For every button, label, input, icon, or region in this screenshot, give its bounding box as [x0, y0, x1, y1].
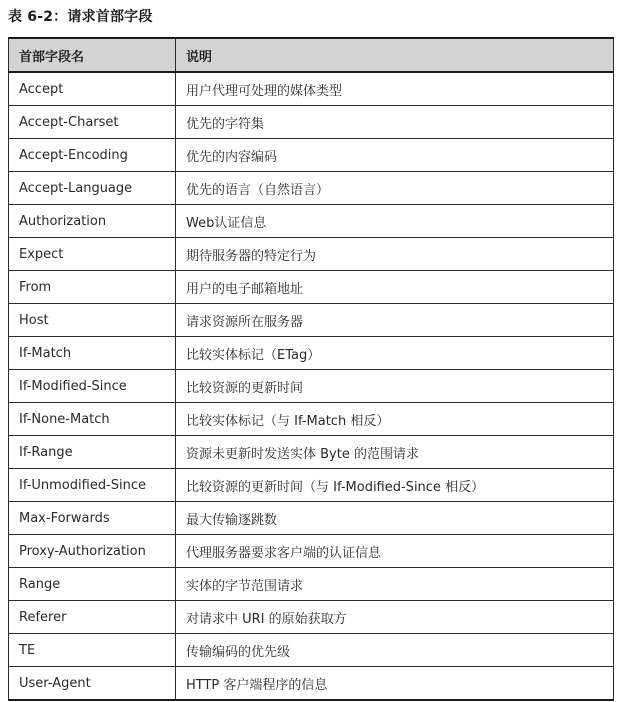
table-row	[9, 271, 614, 304]
field-name-cell: If-None-Match	[9, 403, 176, 436]
field-name-cell: Proxy-Authorization	[9, 535, 176, 568]
table-row	[9, 238, 614, 271]
table-row	[9, 106, 614, 139]
table-row	[9, 72, 614, 106]
table-row	[9, 139, 614, 172]
table-row	[9, 667, 614, 701]
field-name-cell: If-Match	[9, 337, 176, 370]
field-name-cell: Accept-Language	[9, 172, 176, 205]
table-row	[9, 469, 614, 502]
description-cell: 实体的字节范围请求	[176, 568, 614, 601]
description-cell: 优先的字符集	[176, 106, 614, 139]
table-row	[9, 172, 614, 205]
field-name-cell: Max-Forwards	[9, 502, 176, 535]
field-name-cell: If-Range	[9, 436, 176, 469]
field-name-cell: Referer	[9, 601, 176, 634]
description-cell: 优先的语言（自然语言）	[176, 172, 614, 205]
field-name-cell: TE	[9, 634, 176, 667]
field-name-cell: Expect	[9, 238, 176, 271]
field-name-cell: Accept-Encoding	[9, 139, 176, 172]
description-cell: 比较资源的更新时间（与 If-Modified-Since 相反）	[176, 469, 614, 502]
table-row	[9, 535, 614, 568]
field-name-cell: If-Modified-Since	[9, 370, 176, 403]
description-cell: 请求资源所在服务器	[176, 304, 614, 337]
field-name-cell: If-Unmodified-Since	[9, 469, 176, 502]
description-cell: 比较实体标记（ETag）	[176, 337, 614, 370]
table-row	[9, 403, 614, 436]
request-header-fields-table	[8, 37, 614, 701]
description-cell: 比较实体标记（与 If-Match 相反）	[176, 403, 614, 436]
table-row	[9, 568, 614, 601]
table-row	[9, 370, 614, 403]
table-row	[9, 205, 614, 238]
table-row	[9, 436, 614, 469]
column-header-field-name: 首部字段名	[9, 38, 176, 72]
description-cell: 用户的电子邮箱地址	[176, 271, 614, 304]
description-cell: 资源未更新时发送实体 Byte 的范围请求	[176, 436, 614, 469]
description-cell: 对请求中 URI 的原始获取方	[176, 601, 614, 634]
description-cell: 最大传输逐跳数	[176, 502, 614, 535]
table-body	[9, 72, 614, 700]
table-row	[9, 601, 614, 634]
field-name-cell: Range	[9, 568, 176, 601]
description-cell: 代理服务器要求客户端的认证信息	[176, 535, 614, 568]
field-name-cell: User-Agent	[9, 667, 176, 701]
table-row	[9, 634, 614, 667]
description-cell: 优先的内容编码	[176, 139, 614, 172]
table-caption: 表 6-2：请求首部字段	[8, 9, 153, 25]
table-row	[9, 502, 614, 535]
column-header-description: 说明	[176, 38, 614, 72]
description-cell: 期待服务器的特定行为	[176, 238, 614, 271]
field-name-cell: From	[9, 271, 176, 304]
description-cell: Web认证信息	[176, 205, 614, 238]
table-row	[9, 304, 614, 337]
description-cell: 比较资源的更新时间	[176, 370, 614, 403]
description-cell: 传输编码的优先级	[176, 634, 614, 667]
table-header-row	[9, 38, 614, 72]
field-name-cell: Host	[9, 304, 176, 337]
table-row	[9, 337, 614, 370]
field-name-cell: Accept-Charset	[9, 106, 176, 139]
field-name-cell: Authorization	[9, 205, 176, 238]
field-name-cell: Accept	[9, 72, 176, 106]
description-cell: HTTP 客户端程序的信息	[176, 667, 614, 701]
description-cell: 用户代理可处理的媒体类型	[176, 72, 614, 106]
